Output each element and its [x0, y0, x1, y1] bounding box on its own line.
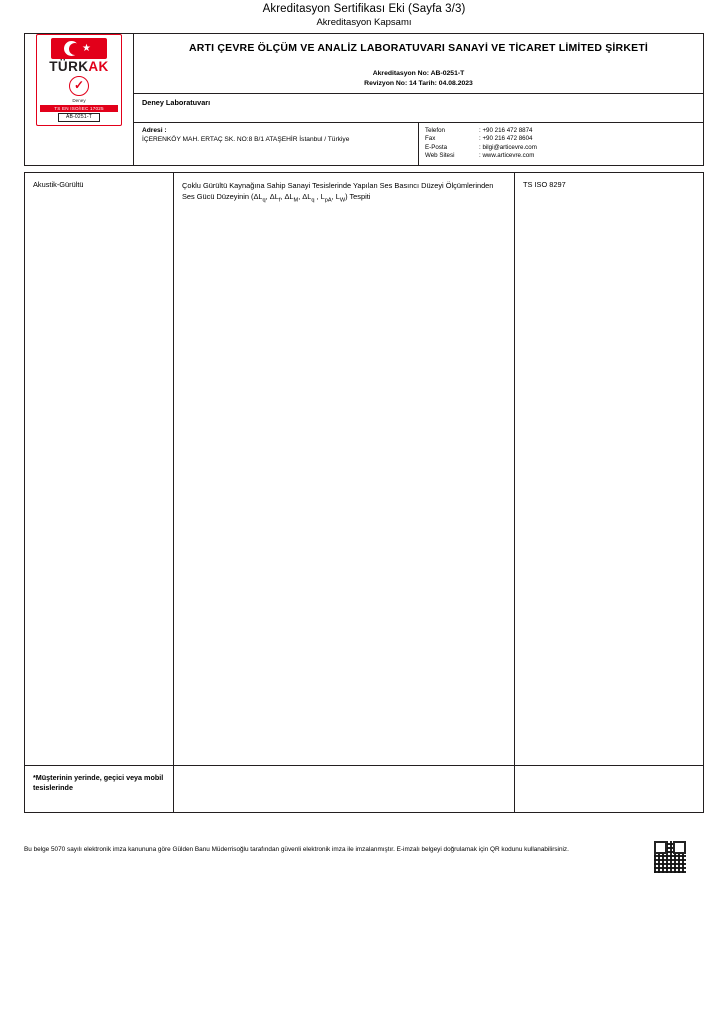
scope-table [24, 172, 704, 813]
contact-row [425, 152, 697, 160]
contact-cell [419, 123, 704, 166]
accreditation-number: Akreditasyon No: AB-0251-T [372, 70, 465, 77]
scope-description: Çoklu Gürültü Kaynağına Sahip Sanayi Tesislerinde Yapılan Ses Basıncı Düzeyi Ölçümlerinden Ses Gücü Düzeyinin ($\Delta L_q$, $\Delta L_f$, $\Delta L_M$, $\Delta L_q$ , $L_{pA}$, $L_W$) Tespiti [182, 180, 494, 204]
crescent-inner [69, 43, 81, 55]
page-subtitle: Akreditasyon Kapsamı [316, 17, 412, 28]
logo-word-ak: AK [88, 59, 109, 74]
contact-key: Telefon [425, 127, 445, 134]
esignature-footer [24, 845, 704, 879]
page-title: Akreditasyon Sertifikası Eki (Sayfa 3/3) [262, 3, 466, 15]
company-name: ARTI ÇEVRE ÖLÇÜM VE ANALİZ LABORATUVARI SANAYİ VE TİCARET LİMİTED ŞİRKETİ [188, 42, 649, 54]
address-cell [134, 123, 419, 166]
contact-value: : +90 216 472 8604 [479, 135, 533, 143]
revision-number: Revizyon No: 14 Tarih: 04.08.2023 [364, 80, 473, 87]
certificate-header [24, 33, 704, 166]
logo-sub-label: Deney [72, 98, 86, 103]
turkish-flag-icon [51, 38, 107, 59]
turkak-logo [25, 34, 134, 166]
company-block [134, 34, 704, 94]
logo-box [36, 34, 122, 126]
esignature-text: Bu belge 5070 sayılı elektronik imza kanununa göre Gülden Banu Müderrisoğlu tarafından güvenli elektronik imza ile imzalanmıştır. E-imzalı belgeyi doğrulamak için QR kodunu kullanabilirsiniz. [24, 845, 569, 853]
table-row [25, 765, 704, 812]
scope-footnote: *Müşterinin yerinde, geçici veya mobil tesislerinde [25, 765, 174, 812]
table-row [25, 172, 704, 765]
contact-row [425, 144, 697, 152]
scope-field: Akustik-Gürültü [25, 172, 174, 765]
star-icon: ★ [82, 43, 91, 54]
contact-key: E-Posta [425, 143, 448, 151]
contact-row [425, 135, 697, 143]
contact-value: : www.articevre.com [479, 152, 535, 160]
logo-wordmark [39, 60, 119, 74]
address-label: Adresi : [142, 127, 167, 134]
laboratory-type: Deney Laboratuvarı [134, 94, 704, 123]
footnote-empty-cell [174, 765, 515, 812]
scope-description-cell [174, 172, 515, 765]
footnote-empty-cell-2 [515, 765, 704, 812]
logo-accreditation-code: AB-0251-T [58, 113, 100, 122]
check-icon: ✓ [69, 76, 89, 96]
contact-value: : +90 216 472 8874 [479, 127, 533, 134]
contact-key: Web Sitesi [425, 152, 455, 160]
logo-standard-band: TS EN ISO/IEC 17025 [40, 105, 118, 112]
contact-value: : bilgi@articevre.com [479, 143, 537, 151]
logo-word-turk: TÜRK [49, 59, 89, 74]
contact-key: Fax [425, 135, 436, 143]
scope-standard: TS ISO 8297 [515, 172, 704, 765]
contact-row [425, 127, 697, 135]
address-value: İÇERENKÖY MAH. ERTAÇ SK. NO:8 B/1 ATAŞEHİR İstanbul / Türkiye [142, 135, 350, 143]
qr-code[interactable] [654, 841, 686, 873]
